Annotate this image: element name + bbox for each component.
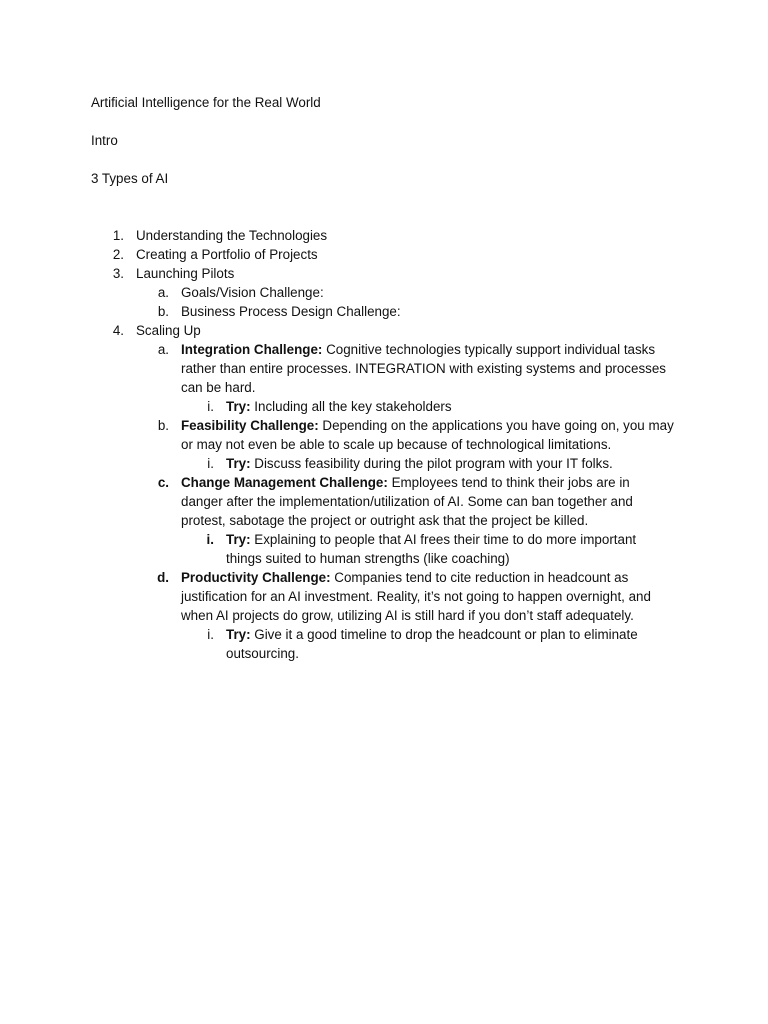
try-label: Try:: [226, 532, 251, 547]
challenge-text: Cognitive technologies typically support individual tasks: [322, 342, 656, 357]
challenge-text: protest, sabotage the project or outright ask that the project be killed.: [181, 513, 589, 528]
sub-item-letter: a.: [157, 285, 169, 300]
challenge-label: Change Management Challenge:: [181, 475, 388, 490]
challenge-text: Companies tend to cite reduction in headcount as: [330, 570, 629, 585]
sub-item-letter: b.: [157, 304, 169, 319]
sub-item-letter: a.: [157, 342, 169, 357]
try-text: Discuss feasibility during the pilot program with your IT folks.: [250, 456, 613, 471]
try-text: Give it a good timeline to drop the headcount or plan to eliminate: [250, 627, 638, 642]
challenge-text: can be hard.: [181, 380, 256, 395]
challenge-text: danger after the implementation/utilization of AI. Some can ban together and: [181, 494, 633, 509]
list-item-text: Understanding the Technologies: [136, 228, 328, 243]
list-item-text: Creating a Portfolio of Projects: [136, 247, 318, 262]
list-number: 4.: [112, 323, 124, 338]
try-label: Try:: [226, 456, 251, 471]
challenge-label: Productivity Challenge:: [181, 570, 331, 585]
try-numeral: i.: [207, 627, 214, 642]
sub-item-letter: b.: [157, 418, 169, 433]
try-text: outsourcing.: [226, 646, 299, 661]
sub-item-letter: c.: [157, 475, 169, 490]
try-text: things suited to human strengths (like coaching): [226, 551, 510, 566]
try-text: Including all the key stakeholders: [250, 399, 452, 414]
try-label: Try:: [226, 627, 251, 642]
list-item-text: Launching Pilots: [136, 266, 235, 281]
challenge-text: Depending on the applications you have going on, you may: [318, 418, 674, 433]
types-heading: 3 Types of AI: [91, 171, 169, 186]
sub-item-text: Business Process Design Challenge:: [181, 304, 401, 319]
challenge-label: Integration Challenge:: [181, 342, 323, 357]
document-title: Artificial Intelligence for the Real World: [91, 95, 321, 110]
sub-item-text: Goals/Vision Challenge:: [181, 285, 324, 300]
list-number: 2.: [112, 247, 124, 262]
list-number: 3.: [112, 266, 124, 281]
challenge-text: or may not even be able to scale up because of technological limitations.: [181, 437, 612, 452]
challenge-text: Employees tend to think their jobs are in: [387, 475, 630, 490]
try-numeral: i.: [207, 456, 214, 471]
intro-heading: Intro: [91, 133, 118, 148]
try-numeral: i.: [207, 399, 214, 414]
challenge-text: when AI projects do grow, utilizing AI is still hard if you don’t staff adequately.: [181, 608, 634, 623]
try-numeral: i.: [206, 532, 214, 547]
list-number: 1.: [112, 228, 124, 243]
challenge-text: justification for an AI investment. Reality, it’s not going to happen overnight, and: [181, 589, 651, 604]
sub-item-letter: d.: [157, 570, 169, 585]
challenge-text: rather than entire processes. INTEGRATION with existing systems and processes: [181, 361, 666, 376]
challenge-label: Feasibility Challenge:: [181, 418, 319, 433]
try-text: Explaining to people that AI frees their time to do more important: [250, 532, 637, 547]
list-item-text: Scaling Up: [136, 323, 201, 338]
try-label: Try:: [226, 399, 251, 414]
